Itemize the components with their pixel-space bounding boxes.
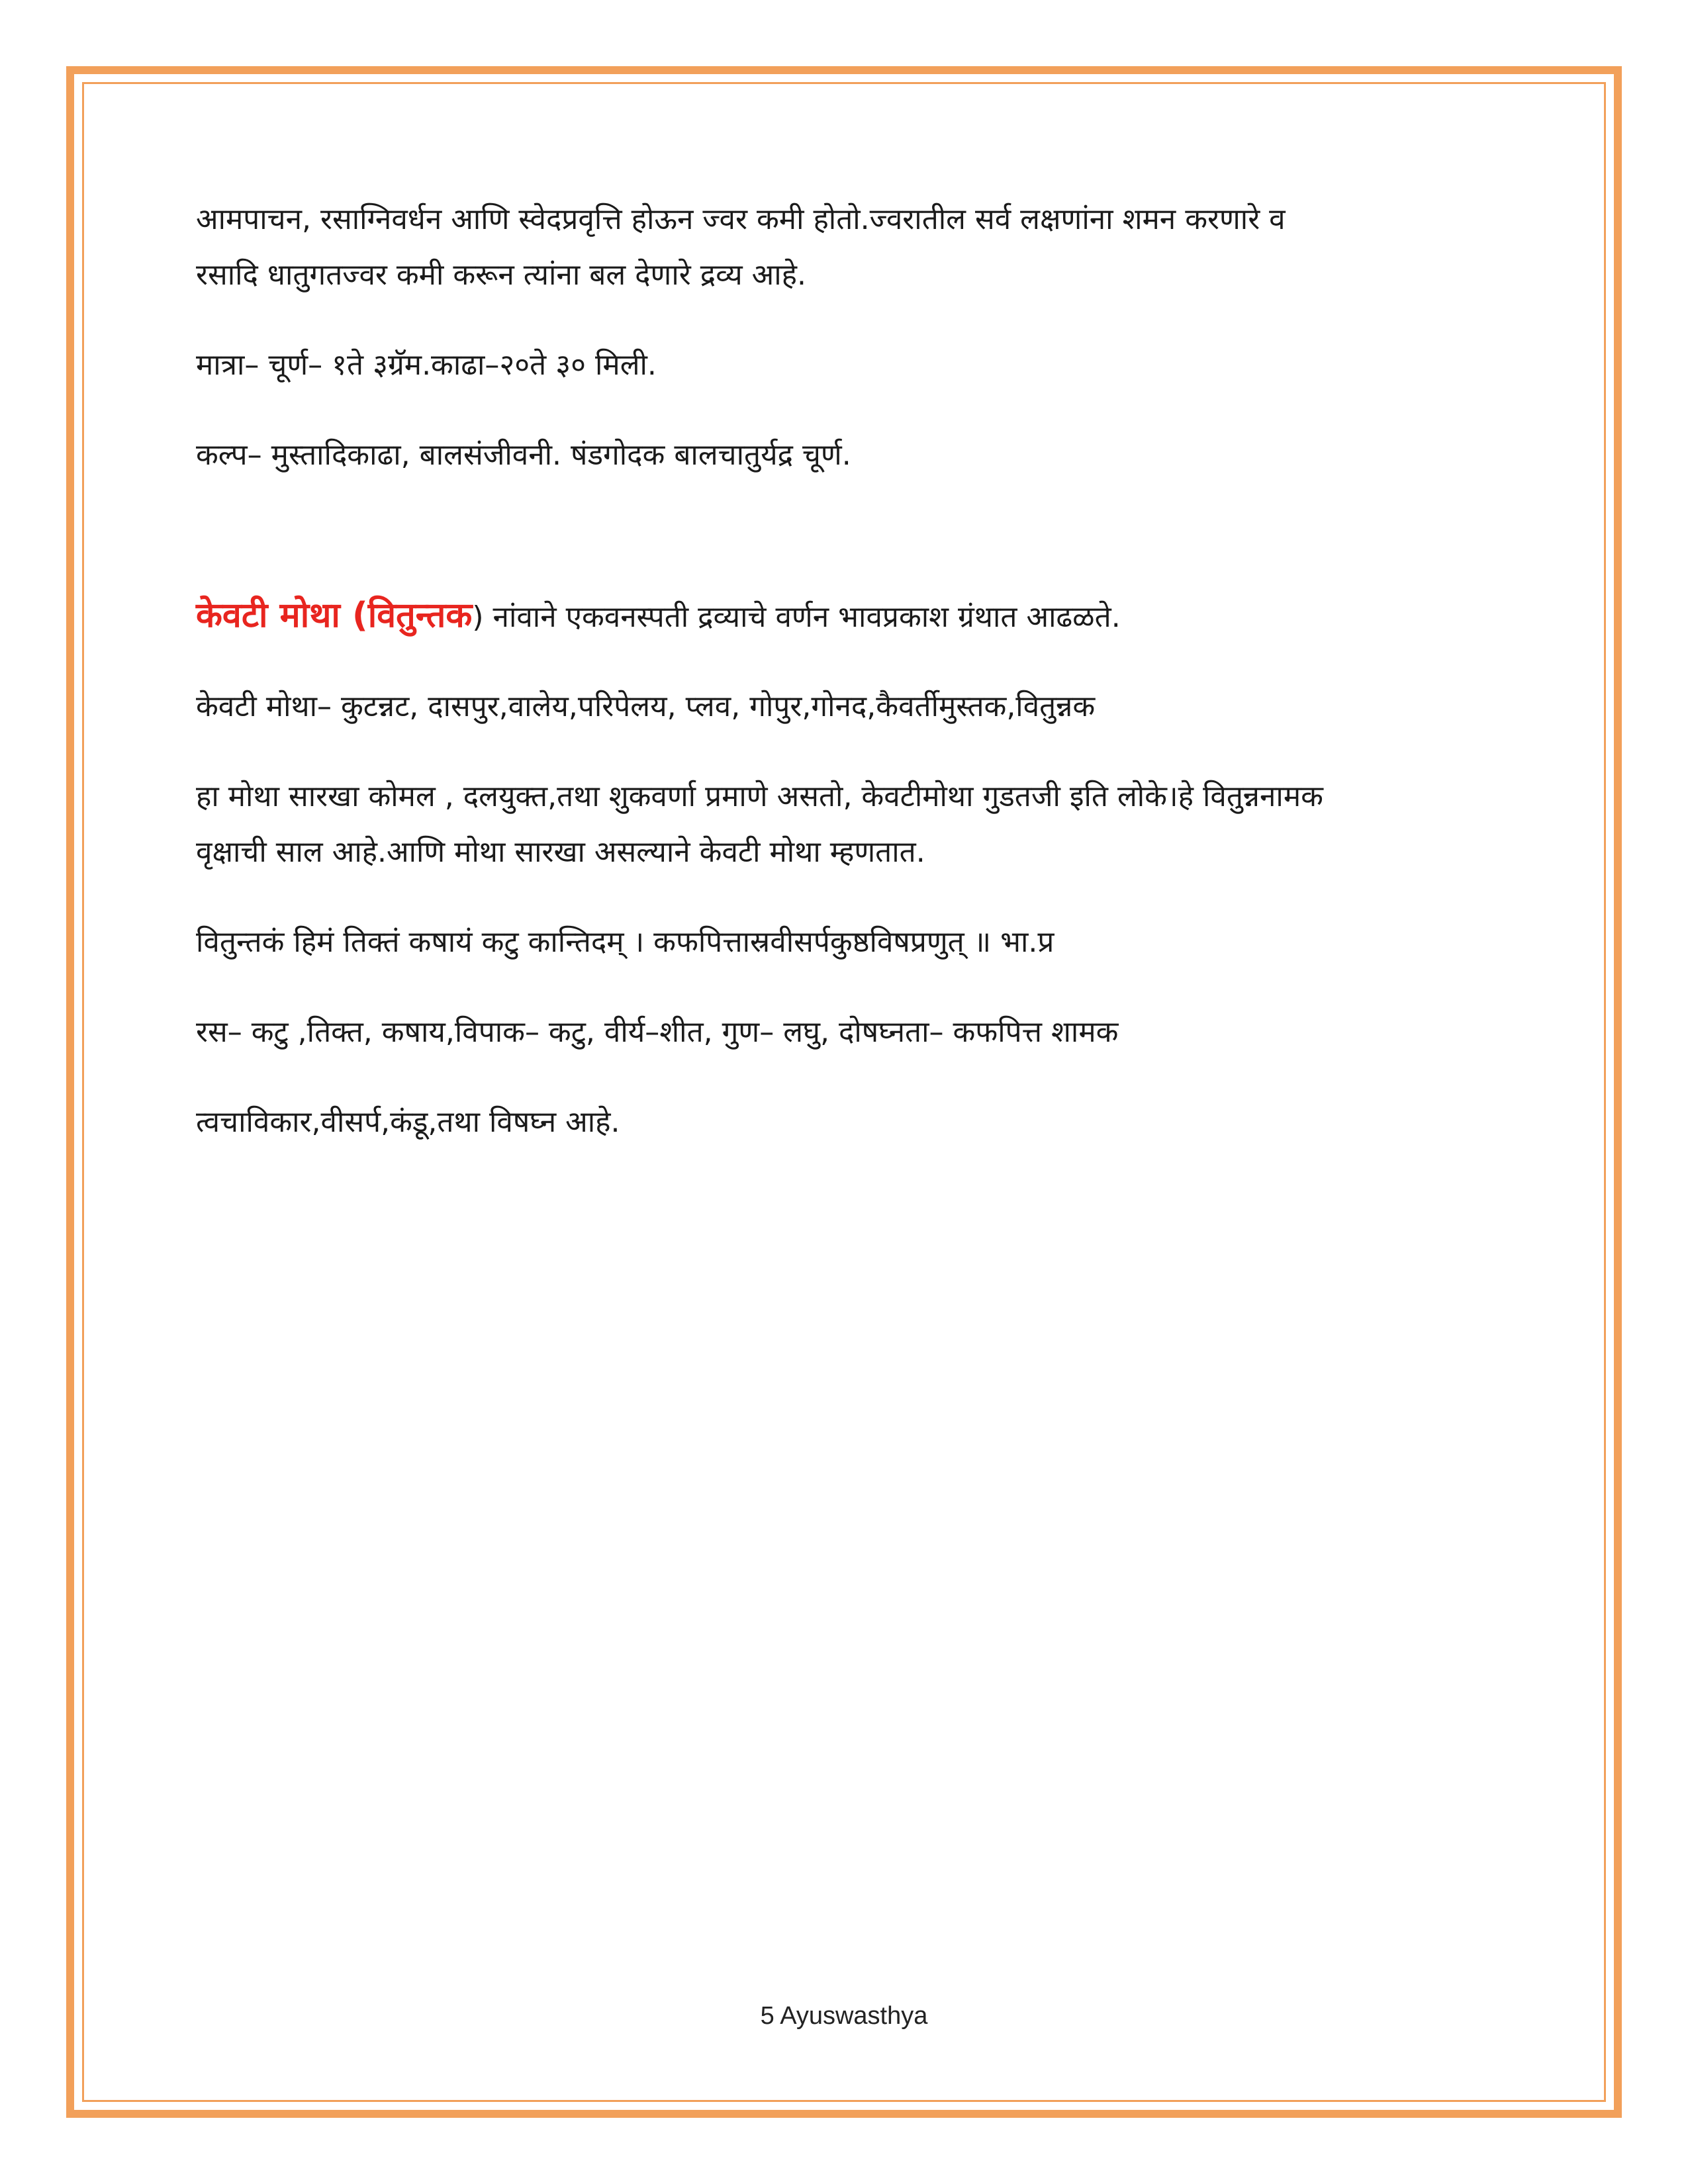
description-line-2: वृक्षाची साल आहे.आणि मोथा सारखा असल्याने केवटी मोथा म्हणतात. (196, 835, 925, 869)
properties-line: रस– कटु ,तिक्त, कषाय,विपाक– कटु, वीर्य–शीत, गुण– लघु, दोषघ्नता– कफपित्त शामक (196, 1015, 1119, 1049)
section-heading-line (196, 588, 1121, 645)
page-footer: 5 Ayuswasthya (760, 2002, 928, 2030)
intro-line-1: आमपाचन, रसाग्निवर्धन आणि स्वेदप्रवृत्ति होऊन ज्वर कमी होतो.ज्वरातील सर्व लक्षणांना शमन करणारे व (196, 203, 1286, 236)
section-heading: केवटी मोथा (वितुन्तक (196, 596, 473, 635)
shloka-line: वितुन्तकं हिमं तिक्तं कषायं कटु कान्तिदम् । कफपित्तास्रवीसर्पकुष्ठविषप्रणुत् ॥ भा.प्र (196, 925, 1055, 959)
section-heading-rest: ) नांवाने एकवनस्पती द्रव्याचे वर्णन भावप्रकाश ग्रंथात आढळते. (472, 600, 1121, 634)
description-line-1: हा मोथा सारखा कोमल , दलयुक्त,तथा शुकवर्णा प्रमाणे असतो, केवटीमोथा गुडतजी इति लोके।हे वितुन्ननामक (196, 780, 1323, 813)
uses-line: त्वचाविकार,वीसर्प,कंडू,तथा विषघ्न आहे. (196, 1105, 620, 1139)
dosage-line: मात्रा– चूर्ण– १ते ३ग्रॅम.काढा–२०ते ३० मिली. (196, 348, 657, 382)
synonyms-line: केवटी मोथा– कुटन्नट, दासपुर,वालेय,परिपेलय, प्लव, गोपुर,गोनद,कैवर्तीमुस्तक,वितुन्नक (196, 690, 1096, 723)
formulations-line: कल्प– मुस्तादिकाढा, बालसंजीवनी. षंडगोदक बालचातुर्यद्र चूर्ण. (196, 438, 851, 472)
intro-line-2: रसादि धातुगतज्वर कमी करून त्यांना बल देणारे द्रव्य आहे. (196, 258, 806, 292)
